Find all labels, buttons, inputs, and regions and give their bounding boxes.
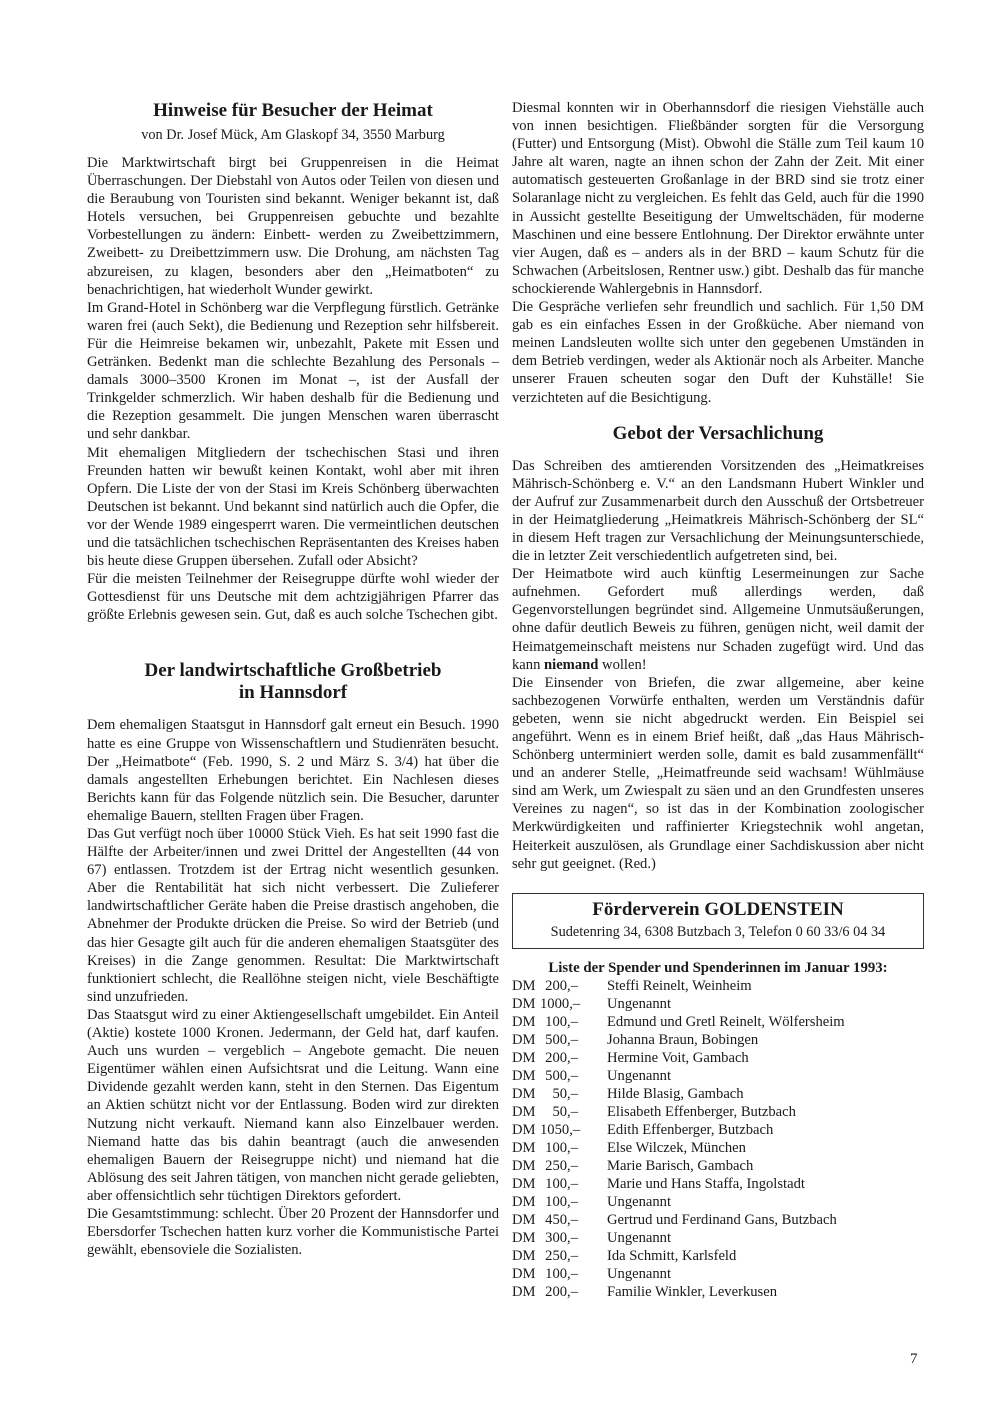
currency: DM <box>512 1031 536 1048</box>
donor-name: Edmund und Gretl Reinelt, Wölfersheim <box>607 1013 845 1030</box>
article-title-hinweise: Hinweise für Besucher der Heimat <box>153 100 433 121</box>
spacer <box>512 407 924 423</box>
box-address: Sudetenring 34, 6308 Butzbach 3, Telefon 0 60 33/6 04 34 <box>550 923 886 940</box>
donor-row <box>512 1013 924 1031</box>
donor-name: Ungenannt <box>607 995 672 1012</box>
currency: DM <box>512 1247 536 1264</box>
amount: 500,– <box>545 1067 578 1084</box>
currency: DM <box>512 1193 536 1210</box>
amount: 300,– <box>545 1229 578 1246</box>
donor-name: Hermine Voit, Gambach <box>607 1049 749 1066</box>
text: wollen! <box>598 656 647 673</box>
amount: 1000,– <box>540 995 581 1012</box>
right-column <box>512 99 924 1301</box>
amount: 1050,– <box>540 1121 581 1138</box>
currency: DM <box>512 1139 536 1156</box>
donor-name: Ungenannt <box>607 1229 672 1246</box>
paragraph: Diesmal konnten wir in Oberhannsdorf die riesigen Viehställe auch von innen besichtigen. Fließbänder sorgten für die Versorgung (Futter) und Entsorgung (Mist). Obwohl die Ställe zum Teil kaum 10 Jahre alt waren, nagte an ihnen schon der Zahn der Zeit. Mit einer automatisch gesteuerten Großanlage in der BRD sind sie trotz einer Solaranlage nicht zu vergleichen. Es fehlt das Geld, auch für die 1990 in Aussicht gestellte Beseitigung der Umweltschäden, für moderne Maschinen und eine bessere Entlohnung. Der Direktor erwähnte unter vier Augen, daß es – anders als in der BRD – kaum Schutz für die Schwachen (Arbeitslosen, Rentner usw.) gibt. Deshalb das für manche schockierende Wahlergebnis in Hannsdorf. <box>512 100 924 297</box>
paragraph: Das Staatsgut wird zu einer Aktiengesellschaft umgebildet. Ein Anteil (Aktie) kostete 1000 Kronen. Jedermann, der Geld hat, darf kaufen. Auch uns wurden – vergeblich – Angebote gemacht. Die neuen Eigentümer wählen einen Aufsichtsrat und die Leitung. Wann eine Dividende gezahlt werden kann, steht in den Sternen. Das Eigentum an Aktien schützt nicht vor der Entlassung. Boden wird zur direkten Nutzung nicht verkauft. Niemand kann also Einzelbauer werden. Niemand hatte das bis dahin beantragt (auch die anwesenden ehemaligen Bauern der Reisegruppe nicht) und niemand hat die Ablösung des seit Jahren tätigen, von manchen nicht gerade geliebten, aber offensichtlich sehr tüchtigen Direktors gefordert. <box>87 1006 499 1204</box>
paragraph <box>512 565 924 674</box>
donor-name: Johanna Braun, Bobingen <box>607 1031 759 1048</box>
paragraph: Für die meisten Teilnehmer der Reisegruppe dürfte wohl wieder der Gottesdienst für uns Deutsche mit dem achtzigjährigen Pfarrer das größte Erlebnis gewesen sein. Gut, daß es auch solche Tschechen gibt. <box>87 571 499 624</box>
donor-row <box>512 1121 924 1139</box>
amount: 100,– <box>545 1193 578 1210</box>
article-byline: von Dr. Josef Mück, Am Glaskopf 34, 3550 Marburg <box>141 127 445 143</box>
paragraph: Die Einsender von Briefen, die zwar allgemeine, aber keine sachbezogenen Vorwürfe enthalten, werden um Verständnis dafür gebeten, wenn sie nicht abgedruckt werden. Ein Beispiel sei angeführt. Wenn es in einem Brief heißt, daß „das Haus Mährisch-Schönberg unterminiert werden solle, damit es bald zusammenfällt“ und an anderer Stelle, „Heimatfreunde seid wachsam! Wühlmäuse sind am Werk, um Zwiespalt zu säen und an den Grundfesten unseres Vereines zu nagen“, so ist das in der Kombination zoologischer Merkwürdigkeiten und raffinierter Kriegstechnik wohl angetan, Heiterkeit auszulösen, als Grundlage einer Sachdiskussion aber nicht sehr gut geeignet. (Red.) <box>512 674 924 872</box>
emphasis: niemand <box>544 656 599 673</box>
amount: 200,– <box>545 1049 578 1066</box>
paragraph: Im Grand-Hotel in Schönberg war die Verpflegung fürstlich. Getränke waren frei (auch Sekt), die Bedienung und Rezeption sehr hilfsbereit. Für die Heimreise bekamen wir, unbezahlt, Pakete mit Essen und Getränken. Bedenkt man die schlechte Bezahlung des Personals – damals 3000–3500 Kronen im Monat –, ist der Ausfall der Trinkgelder schmerzlich. Wir haben deshalb für die Bedienung und die Rezeption gesammelt. Die jungen Menschen waren überrascht und sehr dankbar. <box>87 299 499 443</box>
donor-row <box>512 1265 924 1283</box>
paragraph: Die Marktwirtschaft birgt bei Gruppenreisen in die Heimat Überraschungen. Der Diebstahl von Autos oder Teilen von diesen und die Beraubung von Touristen sind bekannt. Weniger bekannt ist, daß Hotels versuchen, bei Gruppenreisen gebuchte und bezahlte Vorbestellungen zu ändern: Einbett- werden zu Zweibettzimmern, Zweibett- zu Dreibettzimmern usw. Die Drohung, am nächsten Tag abzureisen, zu klagen, besonders aber den „Heimatboten“ zu benachrichtigen, hat wiederholt Wunder gewirkt. <box>87 155 499 298</box>
donor-list-heading: Liste der Spender und Spenderinnen im Januar 1993: <box>548 959 888 976</box>
donor-name: Ungenannt <box>607 1265 672 1282</box>
spacer <box>87 624 499 660</box>
amount: 250,– <box>545 1247 578 1264</box>
amount: 50,– <box>552 1085 578 1102</box>
donor-row <box>512 995 924 1013</box>
paragraph: Das Schreiben des amtierenden Vorsitzenden des „Heimatkreises Mährisch-Schönberg e. V.“ an den Landsmann Hubert Winkler und der Aufruf zur Zusammenarbeit durch den Ausschuß der Ortsbetreuer in der Heimatgliederung „Heimatkreis Mährisch-Schönberg der SL“ in diesem Heft tragen zur Versachlichung der Meinungsunterschiede, die in letzter Zeit verschiedentlich aufgetreten sind, bei. <box>512 457 924 565</box>
amount: 200,– <box>545 1283 578 1300</box>
amount: 100,– <box>545 1139 578 1156</box>
article-title-versachlichung: Gebot der Versachlichung <box>612 422 824 444</box>
currency: DM <box>512 1265 536 1282</box>
currency: DM <box>512 1049 536 1066</box>
spacer <box>512 445 924 457</box>
donor-row <box>512 1283 924 1301</box>
donor-row <box>512 1139 924 1157</box>
currency: DM <box>512 1085 536 1102</box>
donor-name: Edith Effenberger, Butzbach <box>607 1121 774 1138</box>
amount: 250,– <box>545 1157 578 1174</box>
page-number: 7 <box>910 1351 918 1367</box>
currency: DM <box>512 1211 536 1228</box>
box-title: Förderverein GOLDENSTEIN <box>592 898 844 920</box>
currency: DM <box>512 995 536 1012</box>
donor-name: Marie und Hans Staffa, Ingolstadt <box>607 1175 805 1192</box>
donor-name: Gertrud und Ferdinand Gans, Butzbach <box>607 1211 837 1228</box>
paragraph: Dem ehemaligen Staatsgut in Hannsdorf galt erneut ein Besuch. 1990 hatte es eine Gruppe von Wissenschaftlern und Studienräten besucht. Der „Heimatbote“ (Feb. 1990, S. 2 und März S. 3/4) hat über die damals angestellten Erhebungen berichtet. Ein Nachlesen dieses Berichts kann für das Folgende nützlich sein. Die Besucher, darunter ehemalige Bauern, stellten Fragen über Fragen. <box>87 717 499 824</box>
donor-row <box>512 1157 924 1175</box>
amount: 200,– <box>545 977 578 994</box>
donor-name: Ungenannt <box>607 1193 672 1210</box>
text: Der Heimatbote wird auch künftig Lesermeinungen zur Sache aufnehmen. Gefordert muß allerdings werden, daß Gegenvorstellungen begründet sind. Allgemeine Unmutsäußerungen, ohne dafür deutlich Beweis zu führen, genügen nicht, weil damit der Heimatgemeinschaft meistens nur Schaden zugefügt wird. Und das kann <box>512 566 924 673</box>
donor-row <box>512 1031 924 1049</box>
title-line-1: Der landwirtschaftliche Großbetrieb <box>144 660 442 682</box>
currency: DM <box>512 1229 536 1246</box>
amount: 100,– <box>545 1265 578 1282</box>
currency: DM <box>512 977 536 994</box>
currency: DM <box>512 1121 536 1138</box>
currency: DM <box>512 1103 536 1120</box>
currency: DM <box>512 1283 536 1300</box>
donor-row <box>512 1085 924 1103</box>
currency: DM <box>512 1175 536 1192</box>
donor-name: Familie Winkler, Leverkusen <box>607 1283 777 1300</box>
amount: 100,– <box>545 1013 578 1030</box>
donor-name: Hilde Blasig, Gambach <box>607 1085 744 1102</box>
spacer <box>87 704 499 716</box>
paragraph: Die Gespräche verliefen sehr freundlich und sachlich. Für 1,50 DM gab es ein einfaches Essen in der Großküche. Aber niemand von meinen Landsleuten wollte sich unter den gegebenen Umständen in dem Betrieb verdingen, weder als Aktionär noch als Arbeiter. Manche unserer Frauen scheuten sogar den Duft der Kuhställe! Sie verzichteten auf die Besichtigung. <box>512 299 924 406</box>
amount: 450,– <box>545 1211 578 1228</box>
paragraph: Die Gesamtstimmung: schlecht. Über 20 Prozent der Hannsdorfer und Ebersdorfer Tschechen hatten kurz vorher die Kommunistische Partei gewählt, ebensoviele die Sozialisten. <box>87 1205 499 1259</box>
donor-name: Marie Barisch, Gambach <box>607 1157 754 1174</box>
foerderverein-box <box>512 893 924 949</box>
title-line-2: in Hannsdorf <box>238 682 348 704</box>
donor-list <box>512 977 924 1301</box>
donor-name: Else Wilczek, München <box>607 1139 746 1156</box>
donor-name: Ida Schmitt, Karlsfeld <box>607 1247 737 1264</box>
currency: DM <box>512 1157 536 1174</box>
amount: 100,– <box>545 1175 578 1192</box>
donor-row <box>512 1175 924 1193</box>
donor-row <box>512 1229 924 1247</box>
currency: DM <box>512 1067 536 1084</box>
amount: 500,– <box>545 1031 578 1048</box>
currency: DM <box>512 1013 536 1030</box>
donor-row <box>512 1247 924 1265</box>
paragraph: Das Gut verfügt noch über 10000 Stück Vieh. Es hat seit 1990 fast die Hälfte der Arbeiter/innen und zwei Drittel der Angestellten (44 von 67) entlassen. Trotzdem ist der Ertrag nicht wesentlich gesunken. Aber die Rentabilität hat sich nicht verbessert. Die Zulieferer landwirtschaftlicher Geräte haben die Preise drastisch angehoben, die Abnehmer der Produkte drücken die Preise. So wird der Betrieb (und das hier Gesagte gilt auch für die anderen ehemaligen Staatsgüter des Kreises) in die Zange genommen. Resultat: Die Marktwirtschaft funktioniert schlecht, die Reallöhne steigen nicht, viele Beschäftigte sind unzufrieden. <box>87 826 499 1005</box>
donor-row <box>512 1211 924 1229</box>
left-column <box>87 100 499 1259</box>
donor-name: Elisabeth Effenberger, Butzbach <box>607 1103 796 1120</box>
donor-row <box>512 1103 924 1121</box>
donor-name: Steffi Reinelt, Weinheim <box>607 977 752 994</box>
donor-row <box>512 1193 924 1211</box>
donor-row <box>512 1067 924 1085</box>
donor-row <box>512 977 924 995</box>
donor-row <box>512 1049 924 1067</box>
donor-name: Ungenannt <box>607 1067 672 1084</box>
article-title-grossbetrieb <box>87 660 499 704</box>
paragraph: Mit ehemaligen Mitgliedern der tschechischen Stasi und ihren Freunden hatten wir bewußt keinen Kontakt, wohl aber mit ihren Opfern. Die Liste der von der Stasi im Kreis Schönberg überwachten Deutschen ist bekannt. Und bekannt sind natürlich auch die Opfer, die vor der Wende 1989 eingesperrt waren. Die vermeintlichen deutschen und die tatsächlichen tschechischen Repräsentanten des Kreises haben bis heute diese Gruppen übersehen. Zufall oder Absicht? <box>87 444 499 570</box>
amount: 50,– <box>552 1103 578 1120</box>
